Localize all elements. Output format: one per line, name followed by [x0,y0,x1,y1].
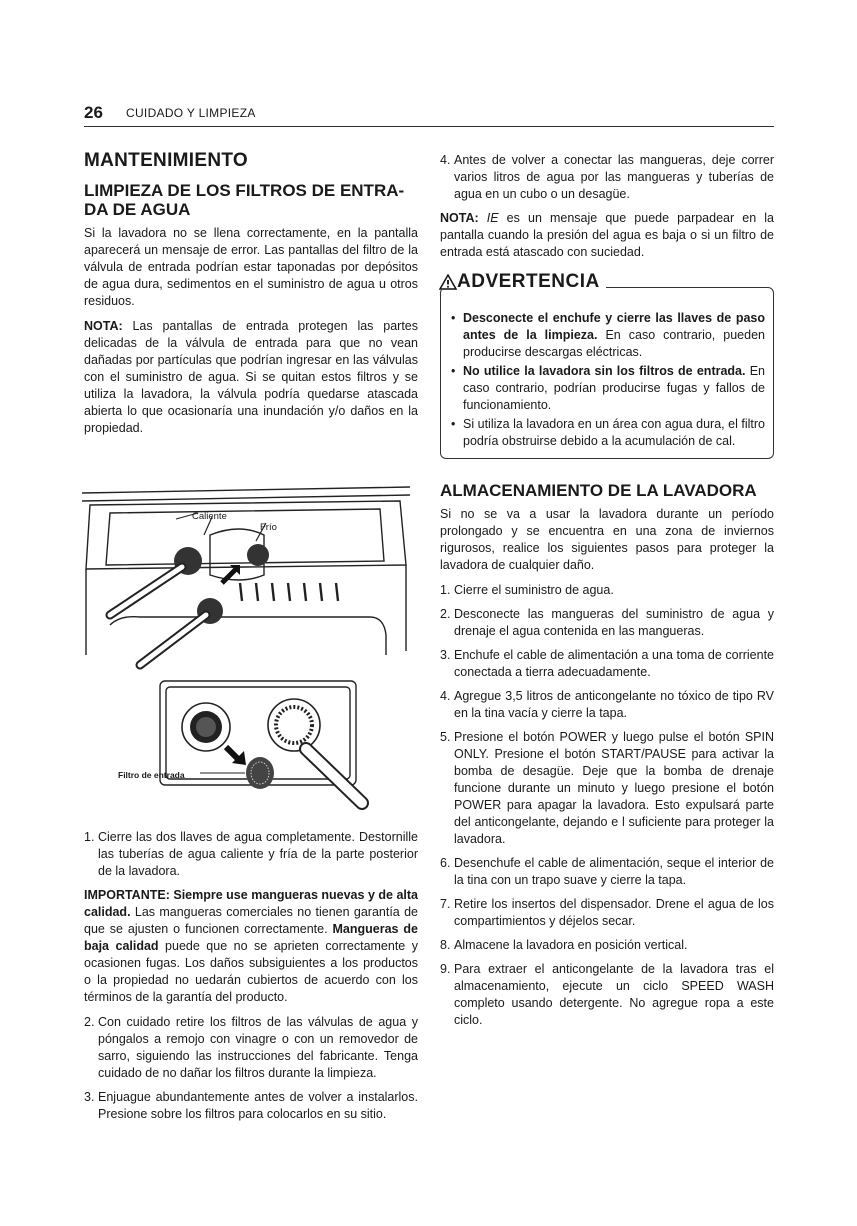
storage-title: ALMACENAMIENTO DE LA LAVADORA [440,481,757,500]
note-label: NOTA: [440,211,479,225]
list-item: 4. Antes de volver a conectar las mangueras, deje correr varios litros de agua por las mangueras y tuberías de agua en un cubo o un desagüe. [440,153,774,201]
cleaning-steps-left [84,829,418,880]
label-hot: Caliente [192,511,227,522]
storage-intro: Si no se va a usar la lavadora durante un período prolongado y se encuentra en una zona de inviernos rigurosos, realice los siguientes pasos para proteger la lavadora de cualquier daño. [440,507,774,572]
washer-back-drawing [80,465,420,815]
list-item: • Desconecte el enchufe y cierre las llaves de paso antes de la limpieza. En caso contrario, pueden producirse descargas eléctricas. [451,310,765,361]
storage-step: 2. Desconecte las mangueras del suministro de agua y drenaje el agua contenida en las mangueras. [440,607,774,638]
storage-step: 7. Retire los insertos del dispensador. Drene el agua de los compartimientos y déjelos secar. [440,897,774,928]
cleaning-steps-right [440,152,774,203]
note-label: NOTA: [84,319,123,333]
inlet-filter-illustration [80,465,420,815]
storage-step: 5. Presione el botón POWER y luego pulse el botón SPIN ONLY. Presione el botón START/PAUSE para activar la bomba de desagüe. Deje que la bomba de drenaje funcione durante un minuto y luego presione el botón POWER para apagar la lavadora. Esto expulsará parte del anticongelante, dejando e l suficiente para proteger la lavadora. [440,730,774,846]
right-column [440,152,774,1036]
list-item: 1. Cierre las dos llaves de agua completamente. Destornille las tuberías de agua caliente y fría de la parte posterior de la lavadora. [84,830,418,878]
storage-step: 9. Para extraer el anticongelante de la lavadora tras el almacenamiento, ejecute un ciclo SPEED WASH completo usando detergente. No agregue ropa a este ciclo. [440,962,774,1027]
list-item: 2. Con cuidado retire los filtros de las válvulas de agua y póngalos a remojo con vinagre o con un removedor de sarro, siguiendo las instrucciones del fabricante. Tenga cuidado de no dañar los filtros durante la limpieza. [84,1015,418,1080]
important-paragraph: IMPORTANTE: Siempre use mangueras nuevas y de alta calidad. Las mangueras comerciales no tienen garantía de que se ajusten o funcionen correctamente. Mangueras de baja calidad puede que no se aprieten correctamente y ocasionen fugas. Los daños subsiguientes a los productos o la propiedad no uedarán cubiertos de acuerdo con los términos de la garantía del producto. [84,888,418,1004]
page-title: MANTENIMIENTO [84,150,248,171]
page-header [84,103,774,127]
error-code: IE [478,211,499,225]
storage-step: 6. Desenchufe el cable de alimentación, seque el interior de la tina con un trapo suave y cierre la tapa. [440,856,774,887]
page-number: 26 [84,103,103,122]
important-label: IMPORTANTE: [84,888,170,902]
storage-steps [440,582,774,1029]
list-item: 3. Enjuague abundantemente antes de volver a instalarlos. Presione sobre los filtros para colocarlos en su sitio. [84,1090,418,1121]
section-subtitle: LIMPIEZA DE LOS FILTROS DE ENTRA-DA DE AGUA [84,181,405,219]
note-ie-paragraph: NOTA: IE es un mensaje que puede parpadear en la pantalla cuando la presión del agua es baja o si un filtro de entrada está atascado con suciedad. [440,211,774,259]
storage-step: 3. Enchufe el cable de alimentación a una toma de corriente conectada a tierra adecuadamente. [440,648,774,679]
warning-box [440,271,774,459]
cleaning-steps-left-2 [84,1014,418,1123]
section-name: CUIDADO Y LIMPIEZA [126,106,256,120]
left-column [84,152,418,1130]
intro-paragraph: Si la lavadora no se llena correctamente, en la pantalla aparecerá un mensaje de error. Las pantallas del filtro de la válvula de entrada podrían estar taponadas por depósitos de agua dura, sedimentos en el suministro de agua u otros residuos. [84,226,418,308]
list-item: • Si utiliza la lavadora en un área con agua dura, el filtro podría obstruirse debido a la acumulación de cal. [451,416,765,450]
label-cold: Frío [260,522,277,533]
note-paragraph [84,318,418,437]
list-item: • No utilice la lavadora sin los filtros de entrada. En caso contrario, podrían producirse fugas y fallos de funcionamiento. [451,363,765,414]
label-inlet-filter: Filtro de entrada [118,770,185,780]
storage-step: 4. Agregue 3,5 litros de anticongelante no tóxico de tipo RV en la tina vacía y cierre la tapa. [440,689,774,720]
warning-triangle-icon [439,274,457,290]
storage-step: 1. Cierre el suministro de agua. [440,583,614,597]
warning-title: ADVERTENCIA [439,273,606,290]
storage-step: 8. Almacene la lavadora en posición vertical. [440,938,688,952]
warning-list [451,310,765,450]
note-text: Las pantallas de entrada protegen las partes delicadas de la válvula de entrada para que no vean dañadas por partículas que podrían ingresar en las válvulas con el suministro de agua. Si se quitan estos filtros y se utiliza la lavadora, la válvula podría quedarse atascada abierta lo que ocasionaría una inundación y/o daños en la propiedad. [84,319,418,435]
